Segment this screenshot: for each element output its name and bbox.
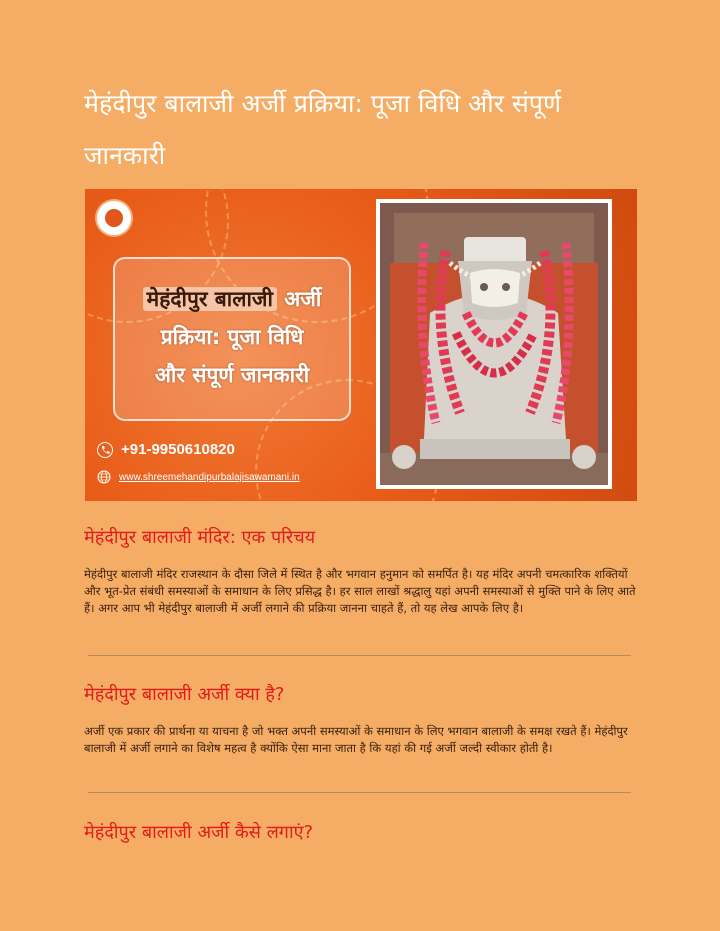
phone-number: +91-9950610820	[121, 441, 235, 458]
page-title: मेहंदीपुर बालाजी अर्जी प्रक्रिया: पूजा विधि और संपूर्ण जानकारी	[84, 89, 562, 170]
phone-icon	[97, 442, 113, 458]
section-divider	[88, 655, 631, 656]
banner-website	[97, 470, 300, 484]
section-divider	[88, 792, 631, 793]
website-link[interactable]: www.shreemehandipurbalajisawamani.in	[119, 471, 300, 483]
temple-idol-photo	[376, 199, 612, 489]
banner-phone	[97, 441, 235, 458]
globe-icon	[97, 470, 111, 484]
banner-title-line-1-rest: अर्जी	[276, 287, 322, 311]
section-paragraph-intro: मेहंदीपुर बालाजी मंदिर राजस्थान के दौसा जिले में स्थित है और भगवान हनुमान को समर्पित है। यह मंदिर अपनी चमत्कारिक शक्तियों और भूत-प्रेत संबंधी समस्याओं के समाधान के लिए प्रसिद्ध है। हर साल लाखों श्रद्धालु यहां अपनी समस्याओं से मुक्ति पाने के लिए आते हैं। अगर आप भी मेहंदीपुर बालाजी में अर्जी लगाने की प्रक्रिया जानना चाहते हैं, तो यह लेख आपके लिए है।	[84, 567, 636, 615]
banner-image	[85, 189, 637, 501]
banner-title-line-1	[115, 285, 349, 313]
section-heading-what-is-arji: मेहंदीपुर बालाजी अर्जी क्या है?	[84, 684, 285, 705]
section-heading-intro: मेहंदीपुर बालाजी मंदिर: एक परिचय	[84, 527, 316, 548]
idol-illustration	[380, 203, 608, 485]
temple-logo-icon	[97, 201, 131, 235]
section-heading-how-to-apply: मेहंदीपुर बालाजी अर्जी कैसे लगाएं?	[84, 822, 314, 843]
banner-title-highlight: मेहंदीपुर बालाजी	[143, 287, 277, 311]
section-paragraph-what-is-arji: अर्जी एक प्रकार की प्रार्थना या याचना है जो भक्त अपनी समस्याओं के समाधान के लिए भगवान बालाजी के समक्ष रखते हैं। मेहंदीपुर बालाजी में अर्जी लगाने का विशेष महत्व है क्योंकि ऐसा माना जाता है कि यहां की गई अर्जी जल्दी स्वीकार होती है।	[84, 724, 628, 755]
banner-title-line-2: प्रक्रिया: पूजा विधि	[160, 325, 304, 349]
banner-title-box	[113, 257, 351, 421]
banner-title-line-3: और संपूर्ण जानकारी	[154, 363, 310, 387]
